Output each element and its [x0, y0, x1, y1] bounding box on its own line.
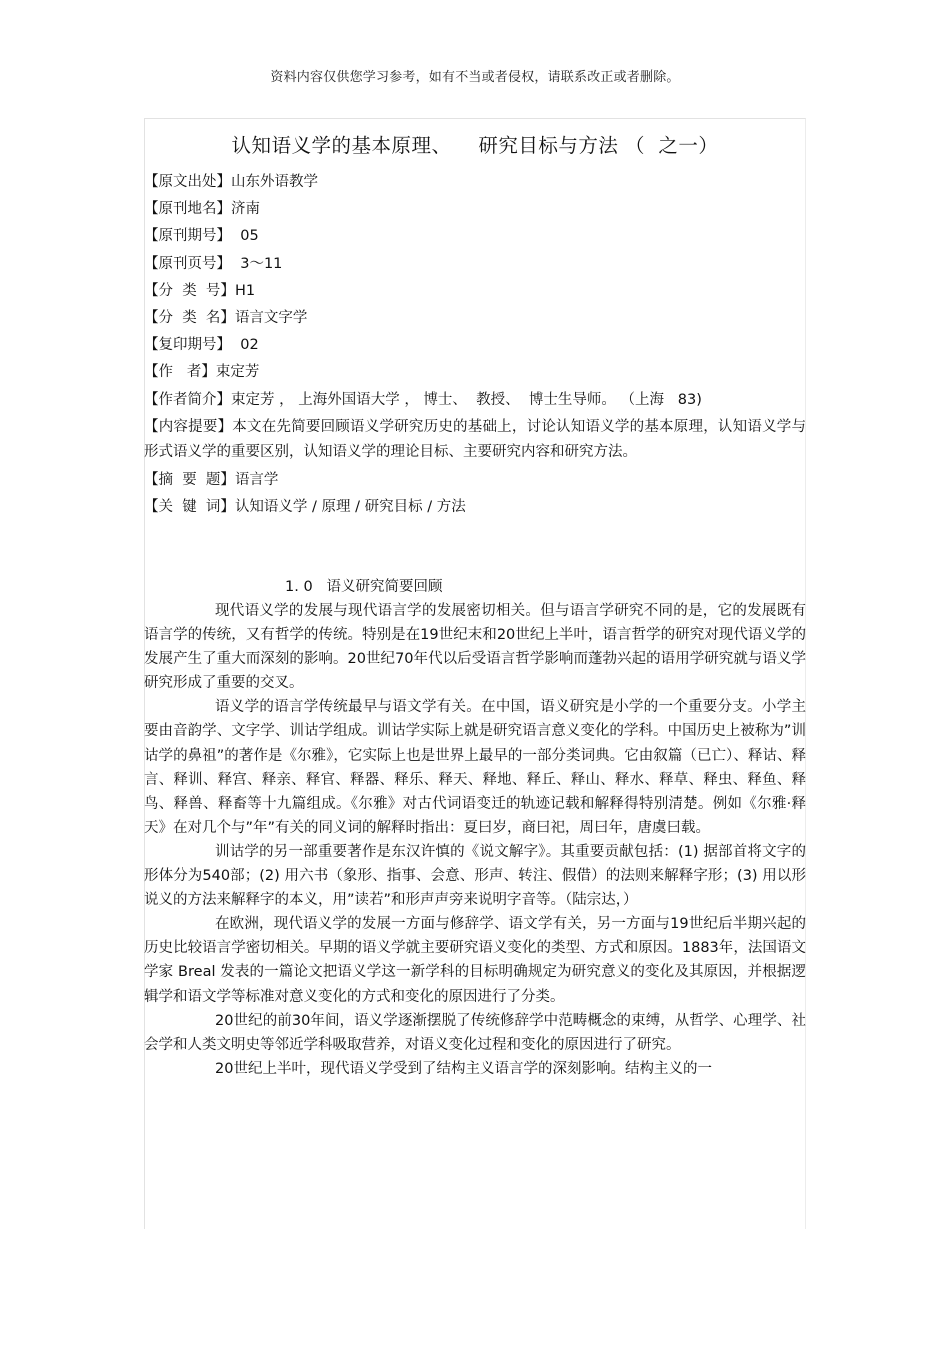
section-heading: 1. 0 语义研究简要回顾 [285, 579, 443, 595]
meta-label: 【原刊地名】 [144, 201, 231, 218]
meta-value: 束定芳 ， 上海外国语大学 ， 博士、 教授、 博士生导师。 （上海 83) [231, 391, 702, 408]
meta-source [144, 169, 806, 196]
meta-label: 【作者简介】 [144, 391, 231, 408]
meta-label: 【原文出处】 [144, 174, 231, 190]
meta-label: 【分 类 名】 [144, 309, 235, 326]
meta-value: 山东外语教学 [231, 174, 318, 190]
meta-label: 【原刊页号】 [144, 255, 231, 272]
meta-keywords [144, 494, 806, 521]
article-body [144, 575, 806, 1081]
meta-value: 济南 [231, 201, 260, 218]
meta-value: 02 [231, 337, 259, 354]
meta-label: 【分 类 号】 [144, 282, 235, 299]
meta-class-name [144, 305, 806, 332]
article-metadata [144, 169, 806, 521]
meta-value: 束定芳 [215, 364, 260, 381]
body-paragraph: 20世纪上半叶，现代语义学受到了结构主义语言学的深刻影响。结构主义的一 [215, 1060, 712, 1077]
meta-value: 语言文字学 [234, 309, 308, 326]
body-paragraph: 语义学的语言学传统最早与语文学有关。在中国，语义研究是小学的一个重要分支。小学主要由音韵学、文字学、训诂学组成。训诂学实际上就是研究语言意义变化的学科。中国历史上被称为”训诂学的鼻祖”的著作是《尔雅》，它实际上也是世界上最早的一部分类词典。它由叙篇（已亡）、释诂、释言、释训、释宫、释亲、释官、释器、释乐、释天、释地、释丘、释山、释水、释草、释虫、释鱼、释鸟、释兽、释畜等十九篇组成。《尔雅》对古代词语变迁的轨迹记载和解释得特别清楚。例如《尔雅·释天》在对几个与”年”有关的同义词的解释时指出：夏曰岁，商曰祀，周曰年，唐虞曰载。 [144, 699, 806, 836]
meta-label: 【原刊期号】 [144, 228, 231, 245]
meta-abstract [144, 415, 806, 465]
meta-label: 【内容提要】 [144, 418, 233, 435]
meta-subject [144, 467, 806, 494]
body-paragraph: 在欧洲，现代语义学的发展一方面与修辞学、语文学有关，另一方面与19世纪后半期兴起的历史比较语言学密切相关。早期的语义学就主要研究语义变化的类型、方式和原因。1883年，法国语文学家 Breal 发表的一篇论文把语义学这一新学科的目标明确规定为研究意义的变化及其原因，并根据逻辑学和语文学等标准对意义变化的方式和变化的原因进行了分类。 [144, 916, 806, 1005]
body-paragraph: 现代语义学的发展与现代语言学的发展密切相关。但与语言学研究不同的是，它的发展既有语言学的传统，又有哲学的传统。特别是在19世纪末和20世纪上半叶，语言哲学的研究对现代语义学的发展产生了重大而深刻的影响。20世纪70年代以后受语言哲学影响而蓬勃兴起的语用学研究就与语义学研究形成了重要的交叉。 [144, 603, 806, 692]
body-paragraph: 训诂学的另一部重要著作是东汉许慎的《说文解字》。其重要贡献包括：(1) 据部首将文字的形体分为540部；(2) 用六书（象形、指事、会意、形声、转注、假借）的法则来解释字形；(3) 用以形说义的方法来解释字的本义，用”读若”和形声声旁来说明字音等。（陆宗达，） [144, 843, 806, 909]
meta-place [144, 196, 806, 223]
meta-label: 【作 者】 [144, 364, 216, 381]
meta-value: 认知语义学 / 原理 / 研究目标 / 方法 [234, 498, 466, 515]
meta-author-bio [144, 387, 806, 414]
meta-pages [144, 251, 806, 278]
article-title: 认知语义学的基本原理、 研究目标与方法 （ 之一） [231, 134, 719, 157]
meta-reprint-issue [144, 332, 806, 359]
meta-value: 语言学 [234, 471, 279, 488]
meta-author [144, 359, 806, 386]
meta-value: 05 [231, 228, 259, 245]
meta-label: 【摘 要 题】 [144, 471, 235, 488]
meta-label: 【关 键 词】 [144, 498, 235, 515]
abstract-text: 本文在先简要回顾语义学研究历史的基础上，讨论认知语义学的基本原理，认知语义学与形式语义学的重要区别，认知语义学的理论目标、主要研究内容和研究方法。 [144, 418, 806, 460]
body-paragraph: 20世纪的前30年间，语义学逐渐摆脱了传统修辞学中范畴概念的束缚，从哲学、心理学、社会学和人类文明史等邻近学科吸取营养，对语义变化过程和变化的原因进行了研究。 [144, 1012, 806, 1053]
meta-class-code [144, 278, 806, 305]
disclaimer-note: 资料内容仅供您学习参考，如有不当或者侵权，请联系改正或者删除。 [270, 70, 680, 85]
meta-value: 3～11 [231, 255, 283, 272]
meta-label: 【复印期号】 [144, 337, 231, 354]
meta-issue [144, 223, 806, 250]
meta-value: H1 [234, 282, 256, 299]
